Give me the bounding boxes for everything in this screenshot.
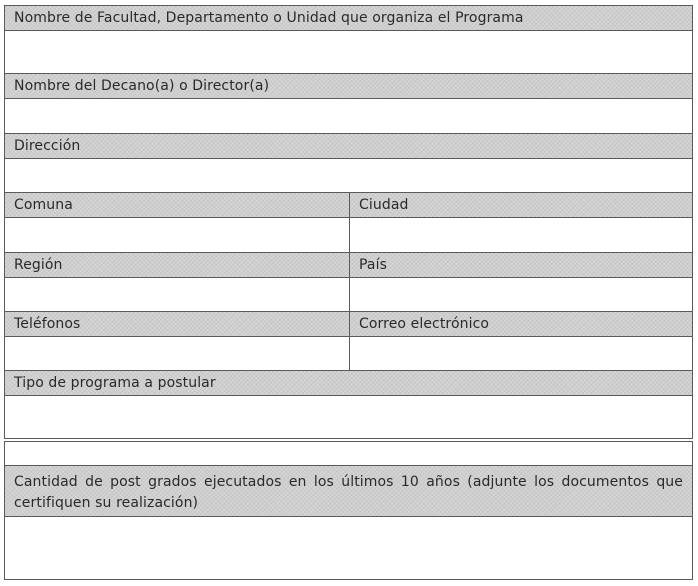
postgrads-form-table (4, 441, 693, 580)
program-type-field[interactable] (5, 396, 692, 438)
organizer-input-row (5, 31, 692, 74)
address-input-row (5, 159, 692, 193)
commune-city-header-row (5, 193, 692, 218)
commune-city-input-row (5, 218, 692, 253)
dean-label: Nombre del Decano(a) o Director(a) (5, 74, 692, 98)
postgrads-spacer-row (5, 442, 692, 466)
region-field[interactable] (5, 278, 349, 311)
city-label: Ciudad (349, 193, 692, 217)
postgrads-field[interactable] (5, 517, 692, 579)
region-country-input-row (5, 278, 692, 312)
region-country-header-row (5, 253, 692, 278)
dean-input-row (5, 99, 692, 134)
region-label: Región (5, 253, 349, 277)
address-field[interactable] (5, 159, 692, 192)
city-field[interactable] (349, 218, 692, 252)
organizer-header-row (5, 6, 692, 31)
dean-header-row (5, 74, 692, 99)
organizer-field[interactable] (5, 31, 692, 73)
institution-form-table (4, 5, 693, 439)
program-type-input-row (5, 396, 692, 438)
postgrads-header-row (5, 466, 692, 517)
postgrads-label: Cantidad de post grados ejecutados en los últimos 10 años (adjunte los documentos que certifiquen su realización) (5, 466, 692, 516)
commune-field[interactable] (5, 218, 349, 252)
email-field[interactable] (349, 337, 692, 370)
dean-field[interactable] (5, 99, 692, 133)
email-label: Correo electrónico (349, 312, 692, 336)
postgrads-input-row (5, 517, 692, 579)
organizer-label: Nombre de Facultad, Departamento o Unidad que organiza el Programa (5, 6, 692, 30)
phones-field[interactable] (5, 337, 349, 370)
commune-label: Comuna (5, 193, 349, 217)
address-label: Dirección (5, 134, 692, 158)
postgrads-spacer (5, 442, 692, 465)
country-field[interactable] (349, 278, 692, 311)
program-type-header-row (5, 371, 692, 396)
phones-email-header-row (5, 312, 692, 337)
country-label: País (349, 253, 692, 277)
program-type-label: Tipo de programa a postular (5, 371, 692, 395)
phones-label: Teléfonos (5, 312, 349, 336)
address-header-row (5, 134, 692, 159)
phones-email-input-row (5, 337, 692, 371)
